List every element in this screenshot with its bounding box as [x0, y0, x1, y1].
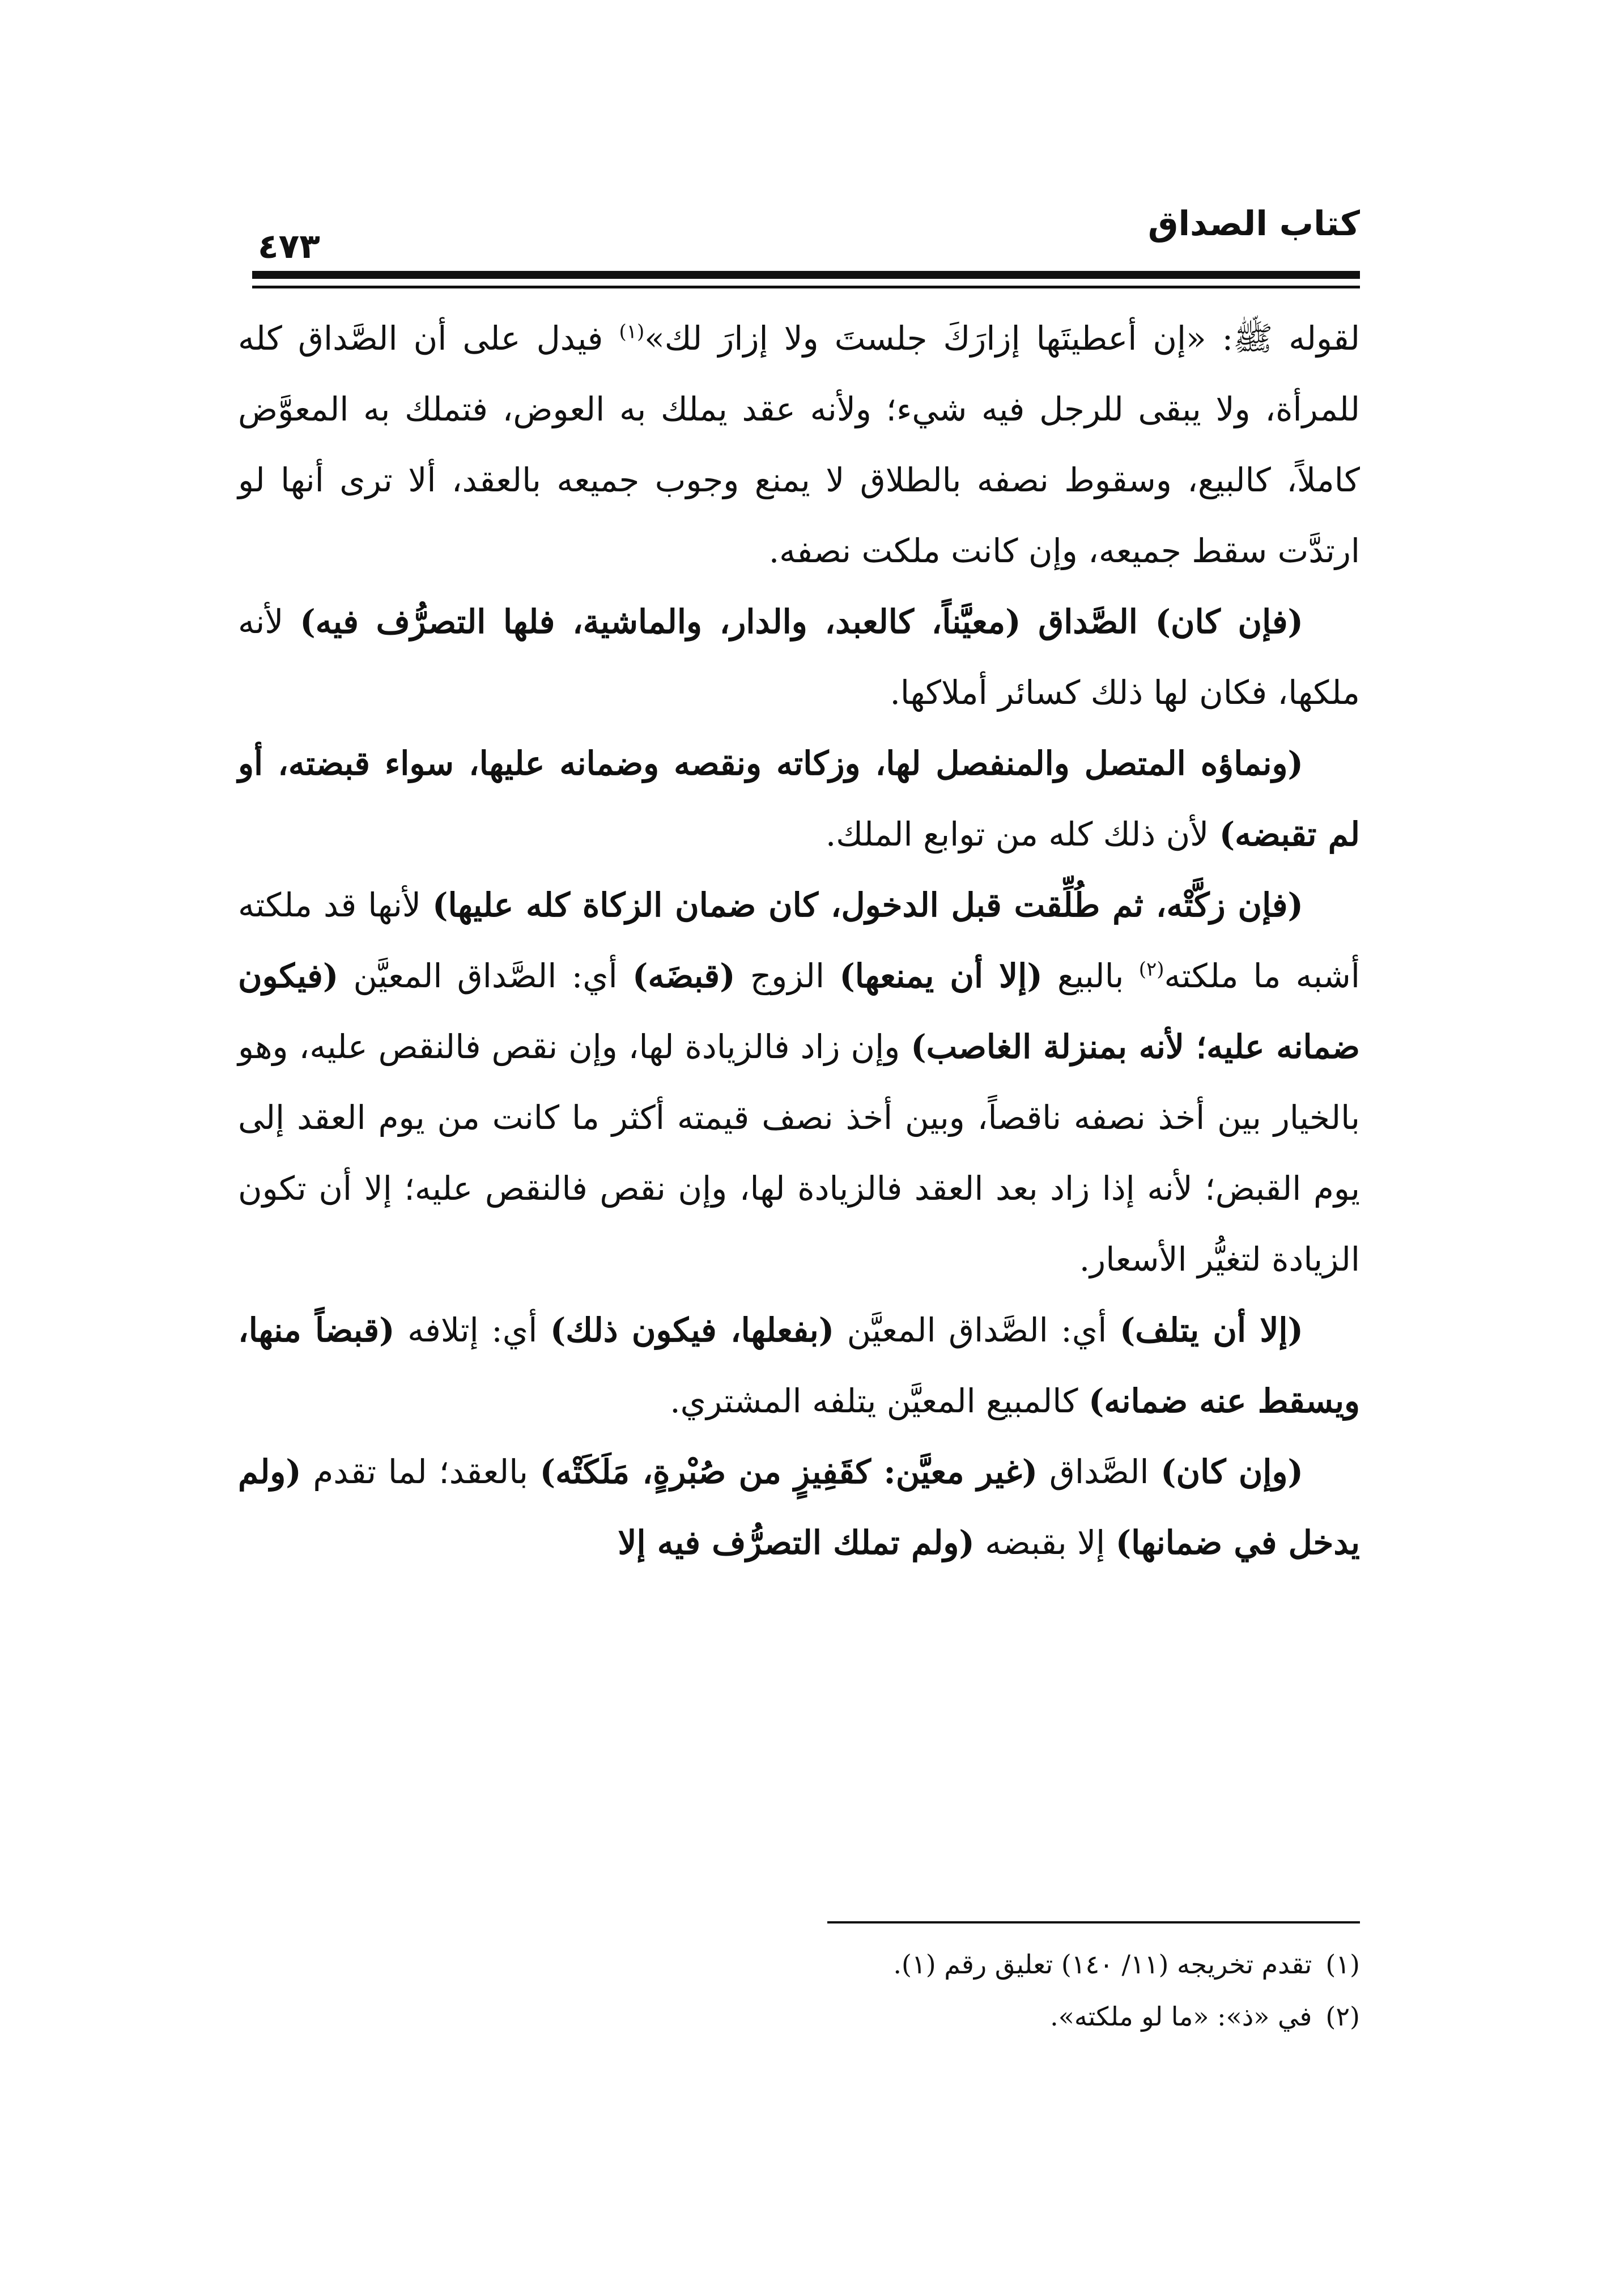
footnote — [623, 1938, 1360, 1990]
matn-text: (فيكون ضمانه عليه؛ لأنه بمنزلة الغاصب) — [238, 957, 1360, 1066]
paragraph — [238, 303, 1360, 587]
footnote — [623, 1990, 1360, 2043]
matn-text: (إلا أن يتلف) — [1119, 1311, 1303, 1349]
matn-text: (فإن زكَّتْه، ثم طُلِّقت قبل الدخول، كان ضمان الزكاة كله عليها) — [432, 886, 1303, 924]
running-header — [252, 190, 1360, 275]
main-text — [238, 303, 1360, 1578]
commentary-text: الزوج — [735, 957, 840, 995]
commentary-text: بالبيع — [1042, 957, 1139, 995]
commentary-text: الصَّداق — [1038, 1453, 1161, 1491]
matn-text: (غير معيَّن: كقَفِيزٍ من صُبْرةٍ، مَلَكَتْه) — [539, 1453, 1038, 1491]
paragraph — [238, 728, 1360, 870]
matn-text: (ونماؤه المتصل والمنفصل لها، وزكاته ونقصه وضمانه عليها، سواء قبضته، أو لم تقبضه) — [238, 744, 1360, 853]
matn-text: (بفعلها، فيكون ذلك) — [550, 1311, 835, 1349]
commentary-text: كالمبيع المعيَّن يتلفه المشتري. — [670, 1382, 1089, 1420]
footnotes — [623, 1938, 1360, 2043]
footnote-separator — [827, 1921, 1360, 1923]
paragraph — [238, 870, 1360, 1295]
matn-text: (قبضَه) — [632, 957, 736, 995]
commentary-text: فيدل على أن الصَّداق كله للمرأة، ولا يبقى للرجل فيه شيء؛ ولأنه عقد يملك به العوض، فتملك به المعوَّض كاملاً، كالبيع، وسقوط نصفه بالطلاق لا يمنع وجوب جميعه بالعقد، ألا ترى أنها لو ارتدَّت سقط جميعه، وإن كانت ملكت نصفه. — [238, 319, 1360, 570]
commentary-text: لأن ذلك كله من توابع الملك. — [825, 815, 1219, 853]
matn-text: (فإن كان) الصَّداق (معيَّناً، كالعبد، والدار، والماشية، فلها التصرُّف فيه) — [300, 602, 1303, 641]
matn-text: (ولم تملك التصرُّف فيه إلا — [618, 1523, 975, 1562]
footnote-text: تقدم تخريجه (١١/ ١٤٠) تعليق رقم (١). — [893, 1949, 1312, 1980]
commentary-text: وإن زاد فالزيادة لها، وإن نقص فالنقص عليه، وهو بالخيار بين أخذ نصفه ناقصاً، وبين أخذ نصف قيمته أكثر ما كانت من يوم العقد إلى يوم القبض؛ لأنه إذا زاد بعد العقد فالزيادة لها، وإن نقص فالنقص عليه؛ إلا أن تكون الزيادة لتغيُّر الأسعار. — [238, 1027, 1360, 1279]
commentary-text: لأنه ملكها، فكان لها ذلك كسائر أملاكها. — [238, 602, 1360, 712]
commentary-text: أي: إتلافه — [394, 1311, 550, 1349]
paragraph — [238, 1437, 1360, 1578]
page-number: ٤٧٣ — [258, 227, 320, 266]
matn-text: (قبضاً منها، ويسقط عنه ضمانه) — [238, 1311, 1360, 1420]
chapter-title: كتاب الصداق — [1147, 204, 1360, 244]
commentary-text: أي: الصَّداق المعيَّن — [338, 957, 633, 995]
commentary-text: لأنها قد ملكته أشبه ما ملكته — [238, 886, 1360, 995]
commentary-text: بالعقد؛ لما تقدم — [301, 1453, 540, 1491]
footnote-marker[interactable]: (١) — [619, 320, 645, 343]
footnote-number: (١) — [1325, 1949, 1360, 1980]
matn-text: (وإن كان) — [1160, 1453, 1303, 1491]
footnote-text: في «ذ»: «ما لو ملكته». — [1050, 2001, 1312, 2032]
paragraph — [238, 587, 1360, 728]
matn-text: (إلا أن يمنعها) — [839, 957, 1043, 995]
footnote-number: (٢) — [1325, 2001, 1360, 2032]
matn-text: (ولم يدخل في ضمانها) — [238, 1453, 1360, 1562]
commentary-text: أي: الصَّداق المعيَّن — [834, 1311, 1120, 1349]
header-rule-thick — [252, 271, 1360, 279]
commentary-text: إلا بقبضه — [974, 1523, 1116, 1562]
header-rule-thin — [252, 286, 1360, 288]
footnote-marker[interactable]: (٢) — [1138, 958, 1164, 981]
paragraph — [238, 1295, 1360, 1437]
commentary-text: لقوله ﷺ: «إن أعطيتَها إزارَكَ جلستَ ولا إزارَ لك» — [644, 319, 1360, 358]
